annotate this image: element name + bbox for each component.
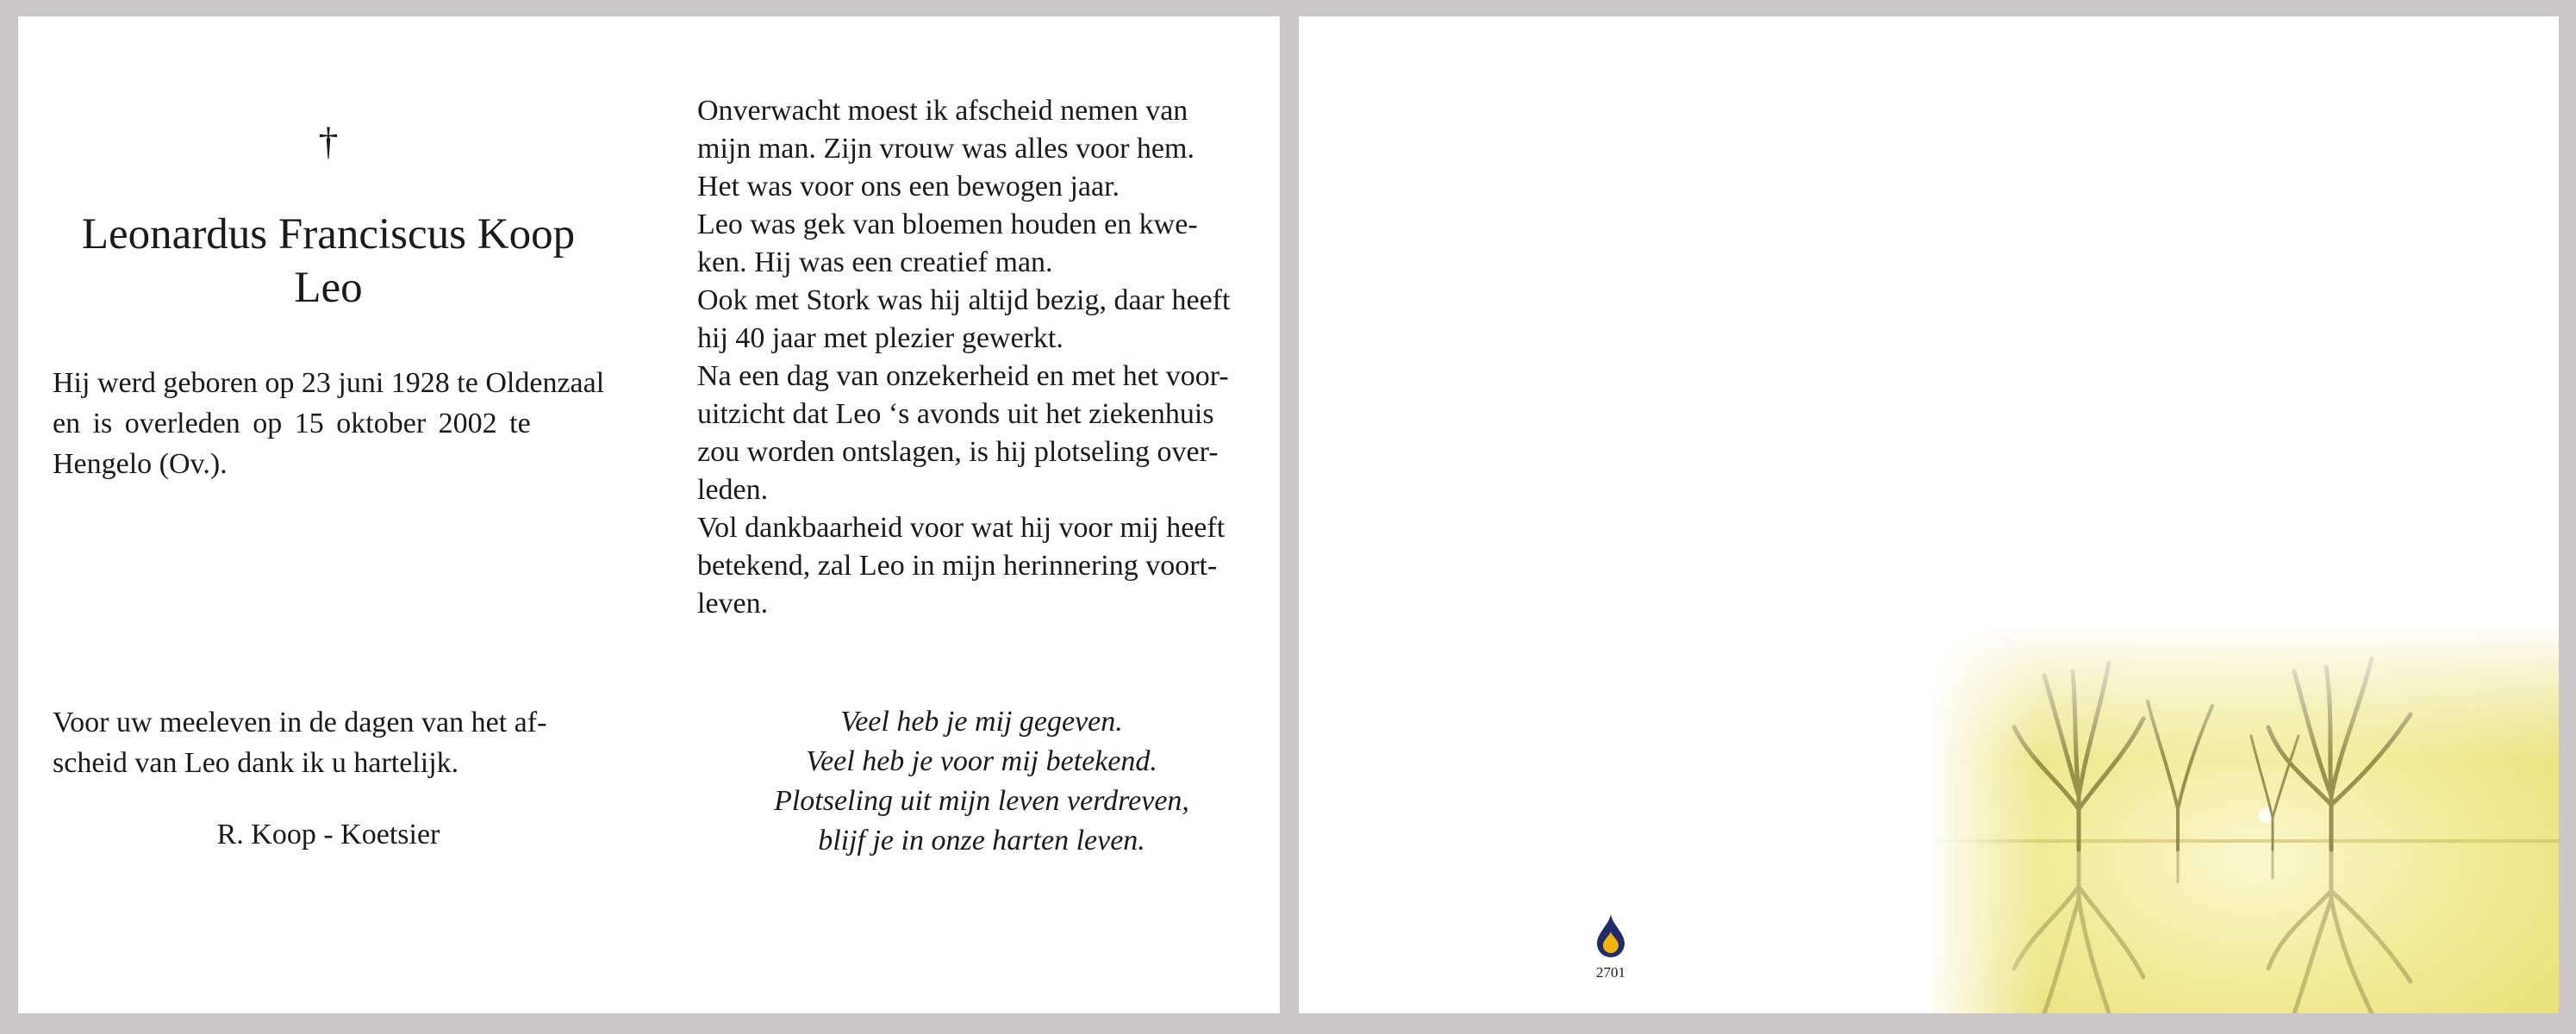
text-line: ken. Hij was een creatief man.	[697, 246, 1053, 278]
call-name: Leo	[294, 264, 363, 312]
card-back-panel	[1299, 16, 2559, 1013]
poem-line: blijf je in onze harten leven.	[818, 825, 1145, 856]
text-line: mijn man. Zijn vrouw was alles voor hem.	[697, 133, 1194, 165]
card-number: 2701	[1596, 964, 1625, 981]
text-line: Vol dankbaarheid voor wat hij voor mij heeft	[697, 512, 1226, 544]
text-line: Ook met Stork was hij altijd bezig, daar heeft	[697, 284, 1231, 316]
text-line: Leo was gek van bloemen houden en kwe-	[697, 209, 1198, 240]
text-line: uitzicht dat Leo ‘s avonds uit het ziekenhuis	[697, 398, 1214, 430]
poem-line: Veel heb je voor mij betekend.	[806, 745, 1157, 777]
text-line: Onverwacht moest ik afscheid nemen van	[697, 95, 1188, 127]
text-line: betekend, zal Leo in mijn herinnering voort-	[697, 550, 1218, 582]
card-inside-panel	[18, 16, 1280, 1013]
poem	[697, 702, 1266, 861]
full-name: Leonardus Franciscus Koop	[81, 210, 576, 258]
text-line: en is overleden op 15 oktober 2002 te	[53, 408, 531, 439]
text-line: Hij werd geboren op 23 juni 1928 te Oldenzaal	[53, 367, 605, 399]
text-line: hij 40 jaar met plezier gewerkt.	[697, 322, 1063, 354]
text-line: Voor uw meeleven in de dagen van het af-	[53, 707, 547, 738]
flame-drop-icon	[1590, 913, 1631, 961]
poem-line: Veel heb je mij gegeven.	[840, 706, 1123, 738]
text-line: zou worden ontslagen, is hij plotseling over-	[697, 436, 1219, 468]
text-line: leven.	[697, 588, 769, 620]
cross-icon: †	[318, 119, 339, 163]
willow-trees-landscape-icon	[1928, 624, 2559, 1013]
text-line: Hengelo (Ov.).	[53, 448, 228, 480]
memorial-text	[697, 92, 1266, 623]
text-line: leden.	[697, 474, 769, 506]
text-line: Na een dag van onzekerheid en met het voor-	[697, 360, 1229, 392]
birth-death-text	[53, 363, 604, 484]
poem-line: Plotseling uit mijn leven verdreven,	[774, 785, 1189, 817]
text-line: scheid van Leo dank ik u hartelijk.	[53, 747, 459, 779]
signature: R. Koop - Koetsier	[216, 819, 440, 850]
text-line: Het was voor ons een bewogen jaar.	[697, 171, 1120, 202]
thanks-text	[53, 702, 604, 783]
deceased-name	[53, 208, 604, 315]
